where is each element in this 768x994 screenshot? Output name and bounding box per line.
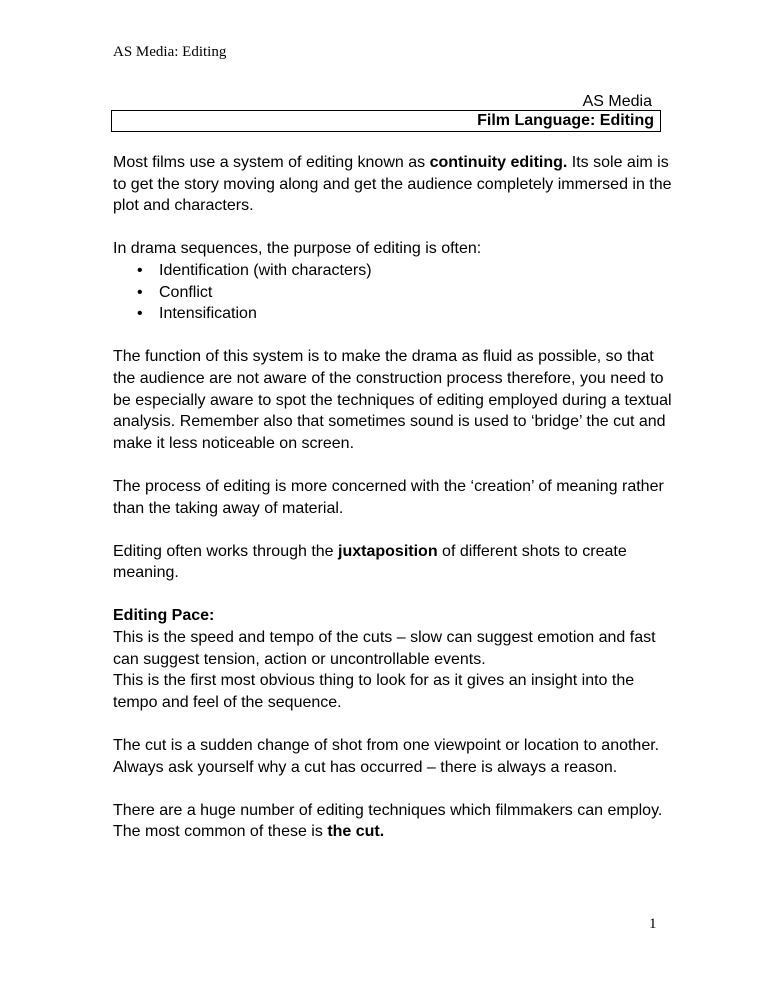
bold-term: the cut.: [327, 823, 385, 841]
document-title: Film Language: Editing: [477, 112, 654, 129]
bold-term: continuity editing.: [429, 154, 568, 171]
text-run: Most films use a system of editing known as: [113, 154, 430, 171]
bullet-icon: •: [137, 283, 143, 301]
list-item-text: Conflict: [159, 283, 213, 301]
list-item-text: Identification (with characters): [159, 261, 372, 279]
paragraph-function: The function of this system is to make the drama as fluid as possible, so that the audience are not aware of the construction process therefore, you need to be especially aware to spot the techniques of editing employed during a textual analysis. Remember also that sometimes sound is used to ‘bridge’ the cut and make it less noticeable on screen.: [113, 348, 672, 452]
bullet-icon: •: [137, 305, 143, 323]
list-item: [137, 303, 673, 325]
bold-term: juxtaposition: [338, 542, 438, 560]
list-item-text: Intensification: [159, 305, 257, 323]
paragraph-continuity: [113, 152, 673, 217]
paragraph-process: The process of editing is more concerned with the ‘creation’ of meaning rather than the taking away of material.: [113, 477, 664, 517]
list-item: [137, 282, 673, 304]
purpose-list: [113, 260, 673, 325]
paragraph-most-common: [113, 821, 673, 843]
title-box: [111, 110, 661, 132]
section-heading-editing-pace: Editing Pace:: [113, 607, 215, 625]
body-content: [113, 152, 673, 843]
paragraph-pace-1: This is the speed and tempo of the cuts – slow can suggest emotion and fast can suggest tension, action or uncontrollable events.: [113, 629, 656, 668]
text-run: of different shots to create meaning.: [113, 542, 627, 582]
paragraph-juxtaposition: [113, 541, 673, 584]
text-run: Its sole aim is to get the story moving along and get the audience completely immersed in the plot and characters.: [113, 154, 672, 215]
paragraph-cut: The cut is a sudden change of shot from one viewpoint or location to another. Always ask yourself why a cut has occurred – there is always a reason.: [113, 737, 660, 776]
paragraph-drama-intro: In drama sequences, the purpose of editing is often:: [113, 240, 482, 258]
text-run: Editing often works through the: [113, 542, 339, 560]
page-number: 1: [649, 916, 657, 932]
document-label: AS Media: [582, 93, 652, 110]
bullet-icon: •: [137, 261, 143, 279]
running-header: AS Media: Editing: [113, 44, 227, 60]
paragraph-techniques: There are a huge number of editing techniques which filmmakers can employ.: [113, 801, 663, 819]
list-item: [137, 260, 673, 282]
text-run: The most common of these is: [113, 823, 328, 841]
paragraph-pace-2: This is the first most obvious thing to look for as it gives an insight into the tempo and feel of the sequence.: [113, 672, 635, 711]
